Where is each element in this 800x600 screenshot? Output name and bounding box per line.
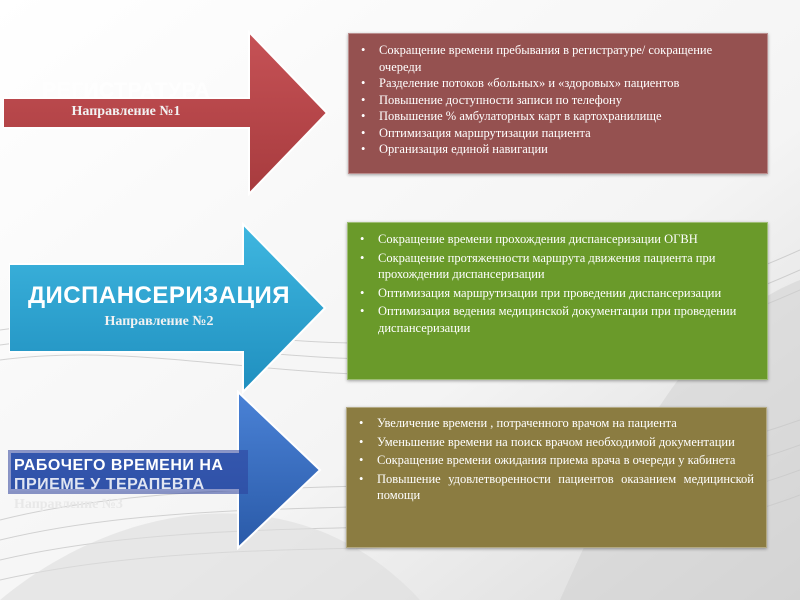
list-item: • Повышение % амбулаторных карт в картохранилище xyxy=(353,108,757,125)
direction-3-title-line2: ПРИЕМЕ У ТЕРАПЕВТА xyxy=(14,476,205,493)
direction-3-subtitle: Направление №3 xyxy=(14,497,123,512)
list-item: • Уменьшение времени на поиск врачом необходимой документации xyxy=(351,434,754,451)
direction-1-title: РЕГИСТРАТУРА xyxy=(42,79,210,102)
list-item: • Сокращение протяженности маршрута движения пациента при прохождении диспансеризации xyxy=(352,250,753,283)
direction-1-panel xyxy=(348,33,768,174)
list-item: • Оптимизация ведения медицинской документации при проведении диспансеризации xyxy=(352,303,753,336)
list-item: • Сокращение времени пребывания в регистратуре/ сокращение очереди xyxy=(353,42,757,75)
direction-2-list xyxy=(352,231,753,336)
list-item: • Организация единой навигации xyxy=(353,141,757,158)
list-item: • Оптимизация маршрутизации пациента xyxy=(353,125,757,142)
direction-1-subtitle: Направление №1 xyxy=(71,104,181,119)
direction-1-list xyxy=(353,42,757,158)
direction-3-list xyxy=(351,415,754,504)
list-item: • Повышение удовлетворенности пациентов оказанием медицинской помощи xyxy=(351,471,754,504)
direction-2-arrow xyxy=(9,222,327,394)
direction-1-arrow xyxy=(3,30,329,196)
direction-3-title-line1: РАБОЧЕГО ВРЕМЕНИ НА xyxy=(14,457,224,474)
list-item: • Увеличение времени , потраченного врачом на пациента xyxy=(351,415,754,432)
direction-3-panel xyxy=(346,407,767,548)
list-item: • Сокращение времени ожидания приема врача в очереди у кабинета xyxy=(351,452,754,469)
direction-2-subtitle: Направление №2 xyxy=(104,314,214,329)
list-item: • Разделение потоков «больных» и «здоровых» пациентов xyxy=(353,75,757,92)
list-item: • Повышение доступности записи по телефону xyxy=(353,92,757,109)
list-item: • Сокращение времени прохождения диспансеризации ОГВН xyxy=(352,231,753,248)
list-item: • Оптимизация маршрутизации при проведении диспансеризации xyxy=(352,285,753,302)
direction-2-title: ДИСПАНСЕРИЗАЦИЯ xyxy=(27,282,291,309)
direction-3-arrow xyxy=(6,390,324,550)
direction-2-panel xyxy=(347,222,768,380)
